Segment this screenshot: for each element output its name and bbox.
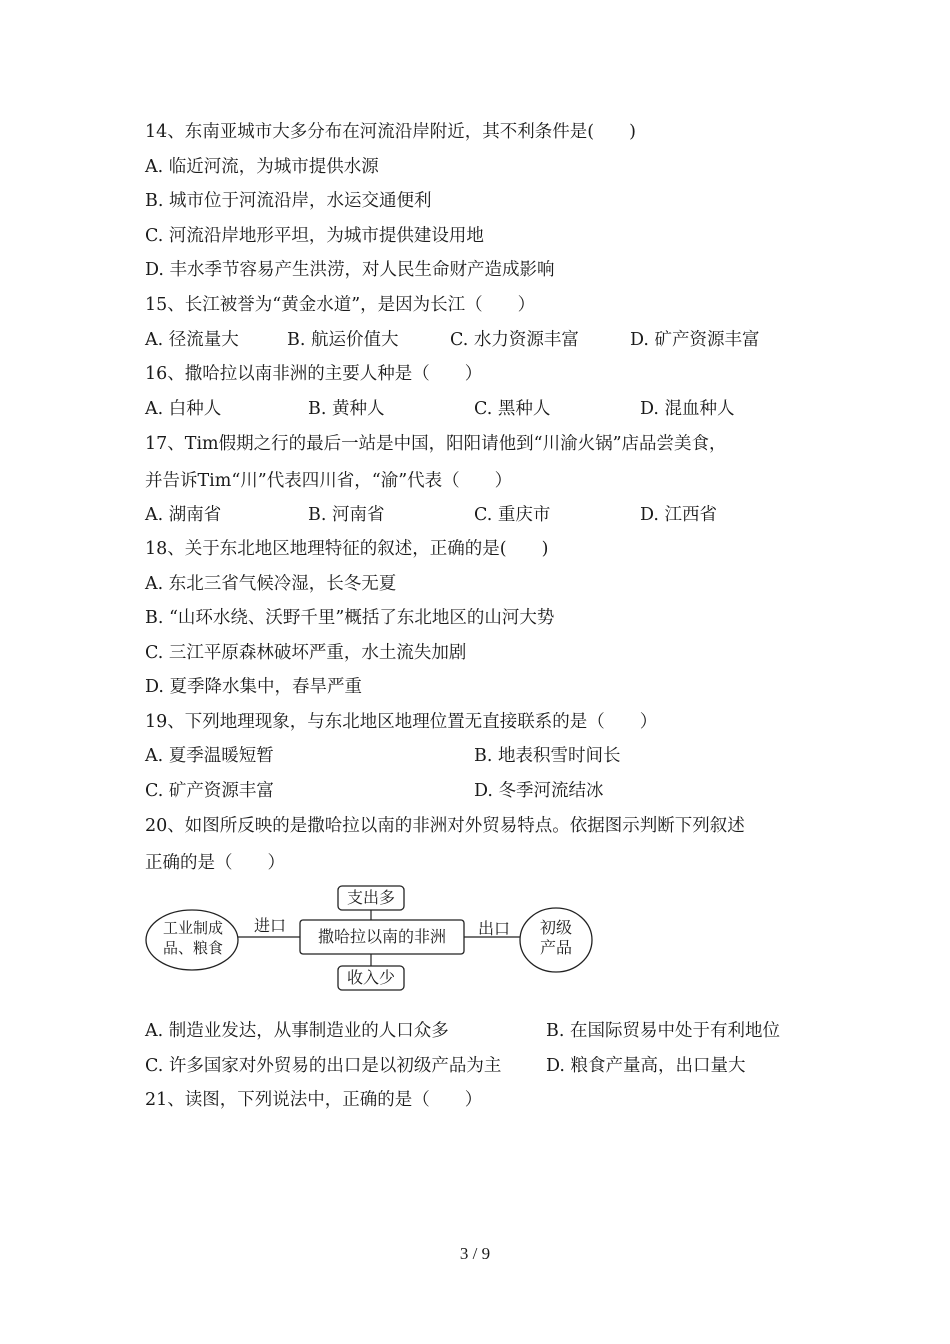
- page-number: 3 / 9: [459, 1244, 491, 1263]
- left-oval-text: [158, 918, 228, 958]
- q20-option-c: C. 许多国家对外贸易的出口是以初级产品为主: [145, 1056, 502, 1076]
- q14-option-d: D. 丰水季节容易产生洪涝，对人民生命财产造成影响: [145, 260, 555, 280]
- left-oval-line1: 工业制成: [162, 919, 223, 937]
- q18-option-c: C. 三江平原森林破坏严重，水土流失加剧: [145, 643, 467, 663]
- q17-option-c: C. 重庆市: [474, 505, 551, 525]
- q19-option-d: D. 冬季河流结冰: [474, 781, 604, 801]
- q15-option-b: B. 航运价值大: [287, 330, 399, 350]
- q19-option-b: B. 地表积雪时间长: [474, 746, 621, 766]
- q20-option-a: A. 制造业发达，从事制造业的人口众多: [145, 1021, 449, 1041]
- q15-option-d: D. 矿产资源丰富: [630, 330, 760, 350]
- export-label: 出口: [477, 919, 510, 938]
- q19-option-a: A. 夏季温暖短暂: [145, 746, 274, 766]
- q17-option-b: B. 河南省: [308, 505, 385, 525]
- center-box-label: 撒哈拉以南的非洲: [317, 927, 446, 946]
- q14-option-a: A. 临近河流，为城市提供水源: [145, 157, 379, 177]
- q19-stem: 19、下列地理现象，与东北地区地理位置无直接联系的是（ ）: [145, 712, 658, 732]
- q14-stem: 14、东南亚城市大多分布在河流沿岸附近，其不利条件是( ): [145, 122, 636, 142]
- q14-option-b: B. 城市位于河流沿岸，水运交通便利: [145, 191, 432, 211]
- q20-stem-line2: 正确的是（ ）: [145, 853, 285, 873]
- left-oval-line2: 品、粮食: [162, 939, 223, 957]
- q18-option-d: D. 夏季降水集中，春旱严重: [145, 677, 363, 697]
- top-box-label: 支出多: [346, 888, 395, 907]
- q16-option-c: C. 黑种人: [474, 399, 551, 419]
- q16-option-a: A. 白种人: [145, 399, 222, 419]
- q17-stem-line2: 并告诉Tim“川”代表四川省，“渝”代表（ ）: [145, 471, 513, 491]
- q20-option-b: B. 在国际贸易中处于有利地位: [546, 1021, 780, 1041]
- q16-option-b: B. 黄种人: [308, 399, 385, 419]
- q20-option-d: D. 粮食产量高，出口量大: [546, 1056, 746, 1076]
- q19-option-c: C. 矿产资源丰富: [145, 781, 274, 801]
- q18-option-b: B. “山环水绕、沃野千里”概括了东北地区的山河大势: [145, 608, 555, 628]
- q15-stem: 15、长江被誉为“黄金水道”，是因为长江（ ）: [145, 295, 536, 315]
- q20-stem-line1: 20、如图所反映的是撒哈拉以南的非洲对外贸易特点。依据图示判断下列叙述: [145, 816, 745, 836]
- q17-stem-line1: 17、Tim假期之行的最后一站是中国，阳阳请他到“川渝火锅”店品尝美食，: [145, 434, 727, 454]
- import-label: 进口: [253, 916, 286, 935]
- right-oval-line2: 产品: [539, 938, 572, 957]
- trade-diagram: [142, 884, 602, 996]
- q21-stem: 21、读图，下列说法中，正确的是（ ）: [145, 1090, 483, 1110]
- right-oval-line1: 初级: [539, 918, 572, 937]
- bottom-box-label: 收入少: [346, 968, 395, 987]
- q17-option-d: D. 江西省: [640, 505, 718, 525]
- q15-option-a: A. 径流量大: [145, 330, 239, 350]
- q15-option-c: C. 水力资源丰富: [450, 330, 579, 350]
- q16-stem: 16、撒哈拉以南非洲的主要人种是（ ）: [145, 364, 483, 384]
- q18-stem: 18、关于东北地区地理特征的叙述，正确的是( ): [145, 539, 549, 559]
- right-oval-text: [530, 918, 582, 958]
- q18-option-a: A. 东北三省气候冷湿，长冬无夏: [145, 574, 397, 594]
- q17-option-a: A. 湖南省: [145, 505, 222, 525]
- q14-option-c: C. 河流沿岸地形平坦，为城市提供建设用地: [145, 226, 484, 246]
- q16-option-d: D. 混血种人: [640, 399, 735, 419]
